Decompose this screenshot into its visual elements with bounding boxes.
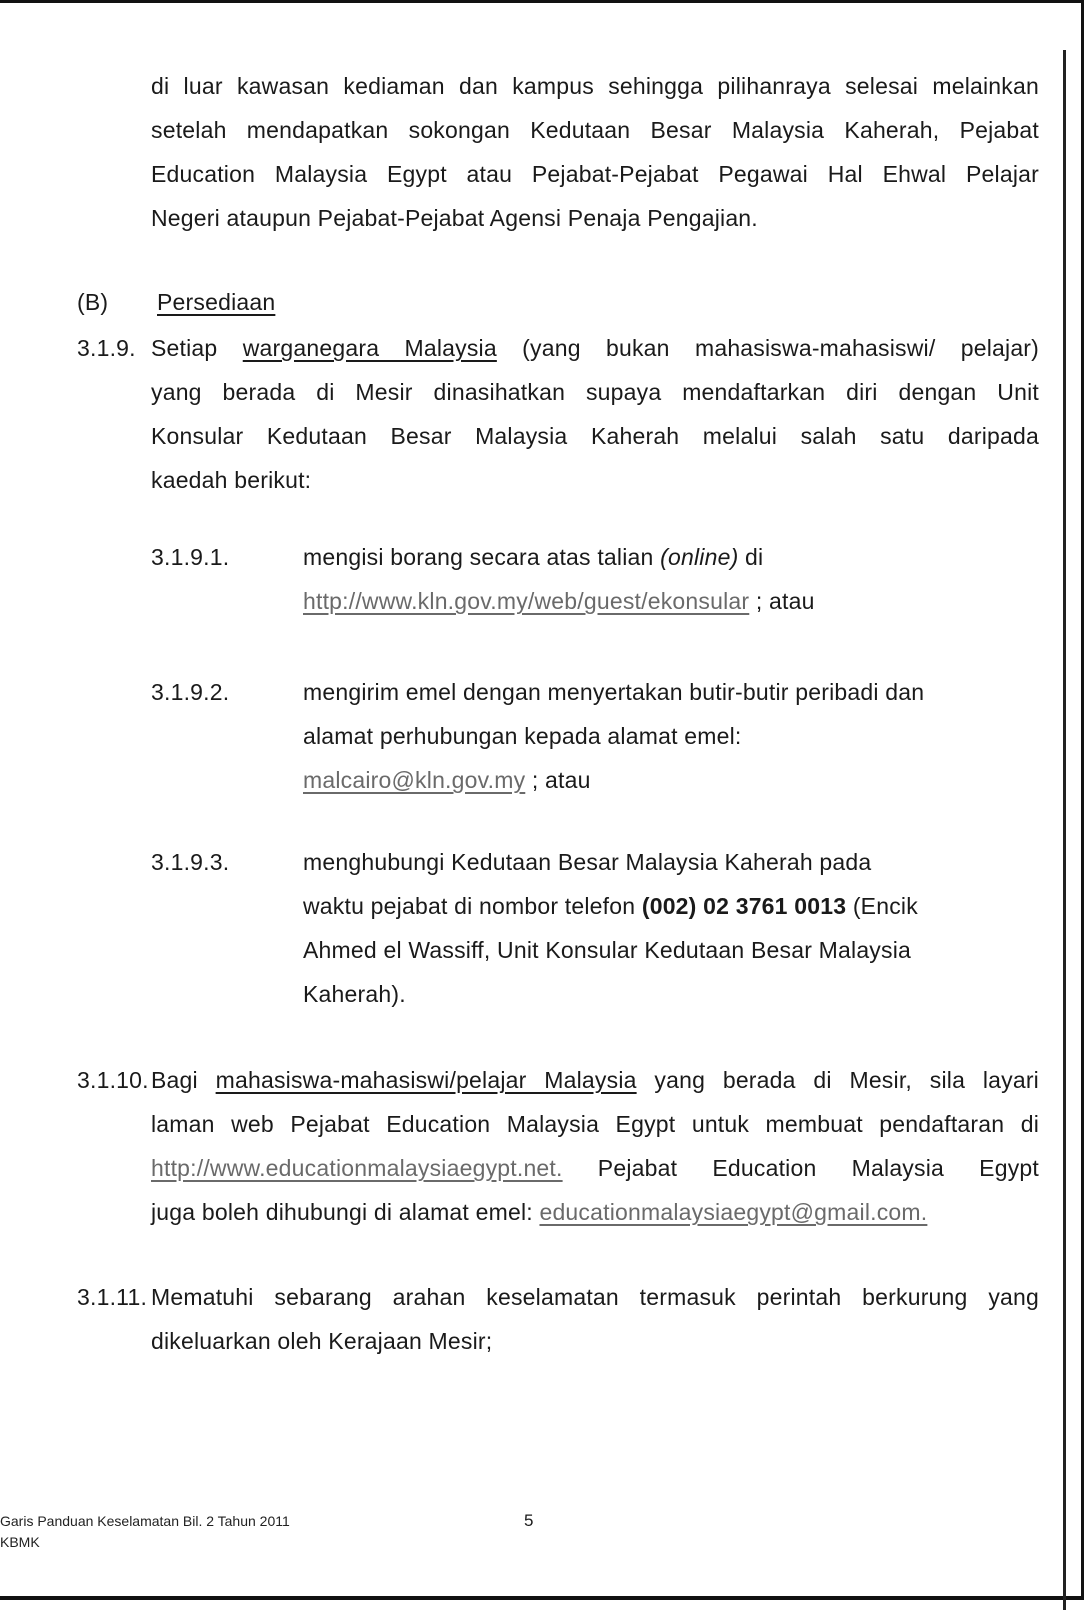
item-3193-line-1: menghubungi Kedutaan Besar Malaysia Kaherah pada [303,849,872,875]
item-3193-line-2 [303,884,1003,928]
intro-line-1: di luar kawasan kediaman dan kampus sehingga pilihanraya selesai melainkan [151,73,1039,99]
item-319-line-1 [151,326,1039,370]
item-3110-line-2: laman web Pejabat Education Malaysia Egypt untuk membuat pendaftaran di [151,1111,1039,1137]
item-3110-text-b: yang berada di Mesir, sila layari [654,1067,1039,1093]
item-3192-paragraph [303,670,1003,802]
item-3191-paragraph [303,535,1003,623]
item-3193-line-4: Kaherah). [303,981,406,1007]
item-319-paragraph [151,326,1039,502]
item-3110-line-3 [151,1146,1039,1190]
item-3191-line-1 [303,535,1003,579]
intro-paragraph [151,64,1039,240]
footer-org: KBMK [0,1534,40,1550]
page-border-bottom [0,1596,1084,1600]
item-3192-line-1: mengirim emel dengan menyertakan butir-butir peribadi dan [303,679,925,705]
item-319-text-a: Setiap [151,335,218,361]
item-319-number: 3.1.9. [77,335,136,361]
education-malaysia-email-link[interactable]: educationmalaysiaegypt@gmail.com. [539,1199,928,1225]
item-3192-number: 3.1.9.2. [151,679,230,705]
item-3191-number: 3.1.9.1. [151,544,230,570]
phone-number: (002) 02 3761 0013 [641,893,847,919]
item-3111-line-2: dikeluarkan oleh Kerajaan Mesir; [151,1328,493,1354]
item-3192-line-2: alamat perhubungan kepada alamat emel: [303,723,742,749]
item-319-text-b: (yang bukan mahasiswa-mahasiswi/ pelajar) [522,335,1040,361]
item-3192-suffix: ; atau [531,767,591,793]
item-3193-number: 3.1.9.3. [151,849,230,875]
ekonsular-url-link[interactable]: http://www.kln.gov.my/web/guest/ekonsular [303,588,750,614]
footer-doc-title: Garis Panduan Keselamatan Bil. 2 Tahun 2011 [0,1513,290,1529]
item-319-line-2: yang berada di Mesir dinasihatkan supaya mendaftarkan diri dengan Unit [151,379,1039,405]
section-b-label: (B) [77,289,109,315]
education-malaysia-url-link[interactable]: http://www.educationmalaysiaegypt.net. [151,1155,563,1181]
item-3110-text-c: Pejabat Education Malaysia Egypt [597,1155,1039,1181]
item-3111-number: 3.1.11. [77,1284,148,1310]
scan-edge-bar [1063,50,1066,1610]
item-3110-paragraph [151,1058,1039,1234]
page-border-top [0,0,1084,3]
item-319-line-4: kaedah berikut: [151,467,312,493]
section-b-title: Persediaan [157,289,276,315]
item-3110-number: 3.1.10. [77,1067,149,1093]
item-3193-paragraph [303,840,1003,1016]
item-3111-line-1: Mematuhi sebarang arahan keselamatan termasuk perintah berkurung yang [151,1284,1039,1310]
item-3111-paragraph [151,1275,1039,1363]
page-number: 5 [524,1511,534,1530]
warganegara-malaysia-link: warganegara Malaysia [242,335,497,361]
mahasiswa-malaysia-link: mahasiswa-mahasiswi/pelajar Malaysia [215,1067,637,1093]
item-3191-text-b: di [745,544,764,570]
item-3193-text-b: (Encik [852,893,918,919]
item-3192-line-3 [303,758,1003,802]
item-3110-line-1 [151,1058,1039,1102]
malcairo-email-link[interactable]: malcairo@kln.gov.my [303,767,526,793]
item-3191-suffix: ; atau [755,588,815,614]
item-3110-text-a: Bagi [151,1067,198,1093]
item-3110-line-4 [151,1190,1039,1234]
item-3193-text-a: waktu pejabat di nombor telefon [303,893,636,919]
item-3191-text-a: mengisi borang secara atas talian [303,544,654,570]
intro-line-4: Negeri ataupun Pejabat-Pejabat Agensi Penaja Pengajian. [151,205,758,231]
item-319-line-3: Konsular Kedutaan Besar Malaysia Kaherah melalui salah satu daripada [151,423,1039,449]
item-3191-line-2 [303,579,1003,623]
item-3191-online: (online) [660,544,739,570]
item-3110-text-d: juga boleh dihubungi di alamat emel: [151,1199,533,1225]
item-3193-line-3: Ahmed el Wassiff, Unit Konsular Kedutaan Besar Malaysia [303,937,912,963]
intro-line-2: setelah mendapatkan sokongan Kedutaan Besar Malaysia Kaherah, Pejabat [151,117,1039,143]
intro-line-3: Education Malaysia Egypt atau Pejabat-Pejabat Pegawai Hal Ehwal Pelajar [151,161,1039,187]
